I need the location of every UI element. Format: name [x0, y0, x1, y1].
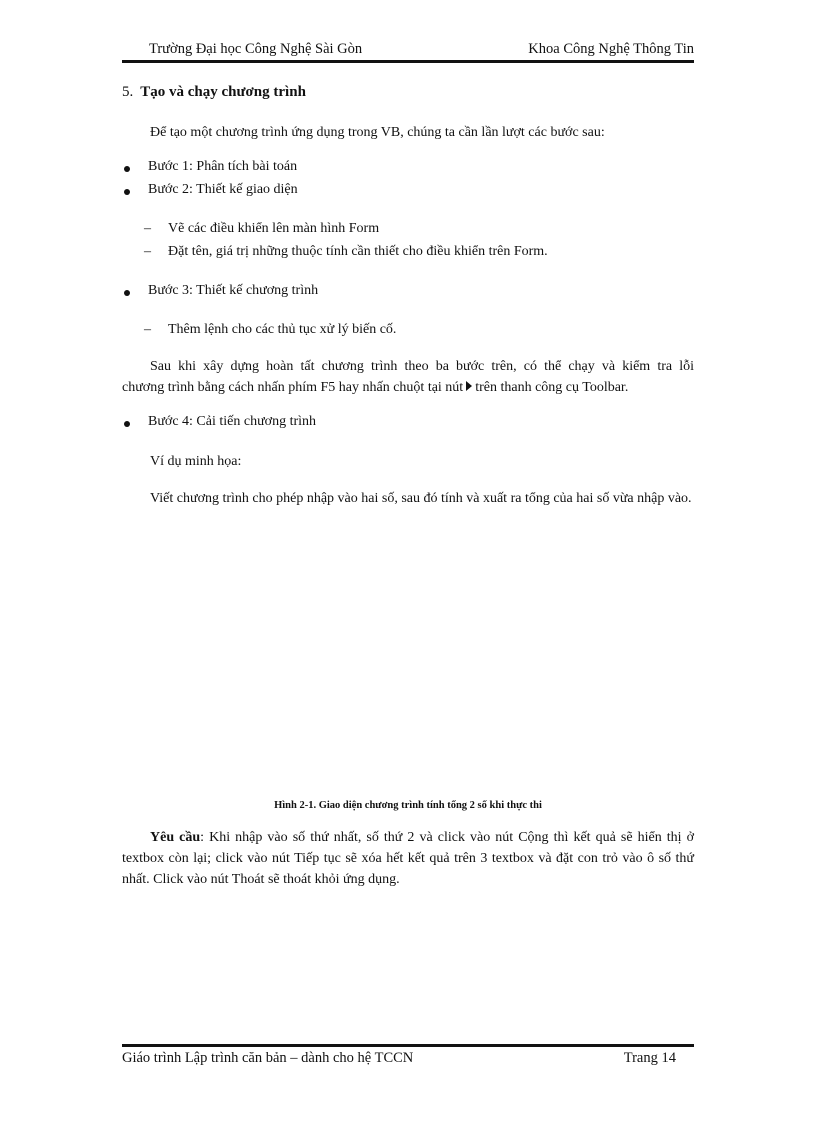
requirement-label: Yêu cầu — [150, 830, 201, 845]
footer-divider — [122, 1044, 694, 1047]
header-faculty-name: Khoa Công Nghệ Thông Tin — [528, 41, 694, 57]
bullet-dot-icon — [124, 166, 130, 172]
requirement-paragraph — [122, 827, 694, 890]
dash-mark: – — [144, 244, 151, 259]
section-title — [122, 84, 306, 101]
requirement-text: : Khi nhập vào số thứ nhất, số thứ 2 và click vào nút Cộng thì kết quả sẽ hiển thị ở textbox còn lại; click vào nút Tiếp tục sẽ xóa hết kết quả trên 3 textbox và đặt con trỏ vào ô số thứ nhất. Click vào nút Thoát sẽ thoát khỏi ứng dụng. — [122, 830, 694, 887]
step-3-label: Bước 3: Thiết kế chương trình — [148, 283, 319, 298]
figure-caption: Hình 2-1. Giao diện chương trình tính tổng 2 số khi thực thi — [274, 800, 542, 811]
step-2-sub-1 — [144, 221, 379, 237]
section-title-text: Tạo và chạy chương trình — [140, 84, 306, 100]
step-2-sub-2 — [144, 244, 548, 260]
step-4-label: Bước 4: Cải tiến chương trình — [148, 414, 317, 429]
after-steps-line-1: Sau khi xây dựng hoàn tất chương trình theo ba bước trên, có thể chạy và kiểm tra lỗi — [150, 359, 694, 374]
after-steps-paragraph — [122, 356, 694, 398]
after-steps-line-2-part-2: trên thanh công cụ Toolbar. — [475, 380, 629, 395]
page-header — [122, 38, 694, 60]
dash-mark: – — [144, 322, 151, 337]
header-divider — [122, 60, 694, 63]
header-school-name: Trường Đại học Công Nghệ Sài Gòn — [149, 41, 363, 57]
after-steps-line-2 — [122, 377, 694, 398]
step-2-sub-2-text: Đặt tên, giá trị những thuộc tính cần thiết cho điều khiển trên Form. — [168, 244, 548, 259]
step-1-label: Bước 1: Phân tích bài toán — [148, 159, 298, 174]
example-paragraph: Viết chương trình cho phép nhập vào hai số, sau đó tính và xuất ra tổng của hai số vừa nhập vào. — [150, 491, 692, 506]
dash-mark: – — [144, 221, 151, 236]
step-2-sub-1-text: Vẽ các điều khiển lên màn hình Form — [168, 221, 380, 236]
example-label: Ví dụ minh họa: — [150, 454, 242, 469]
after-steps-line-2-part-1: chương trình bằng cách nhấn phím F5 hay nhấn chuột tại nút — [122, 380, 464, 395]
bullet-dot-icon — [124, 290, 130, 296]
footer-book-title: Giáo trình Lập trình căn bản – dành cho hệ TCCN — [122, 1050, 414, 1066]
step-2-label: Bước 2: Thiết kế giao diện — [148, 182, 298, 197]
step-3-sub-1-text: Thêm lệnh cho các thủ tục xử lý biến cố. — [168, 322, 397, 337]
page-number: Trang 14 — [623, 1050, 676, 1066]
bullet-dot-icon — [124, 421, 130, 427]
page-footer — [122, 1050, 694, 1070]
step-3-sub-1 — [144, 322, 396, 338]
play-icon — [466, 381, 472, 391]
bullet-dot-icon — [124, 189, 130, 195]
section-number: 5. — [122, 84, 134, 100]
intro-paragraph: Để tạo một chương trình ứng dụng trong VB, chúng ta cần lần lượt các bước sau: — [150, 125, 605, 140]
